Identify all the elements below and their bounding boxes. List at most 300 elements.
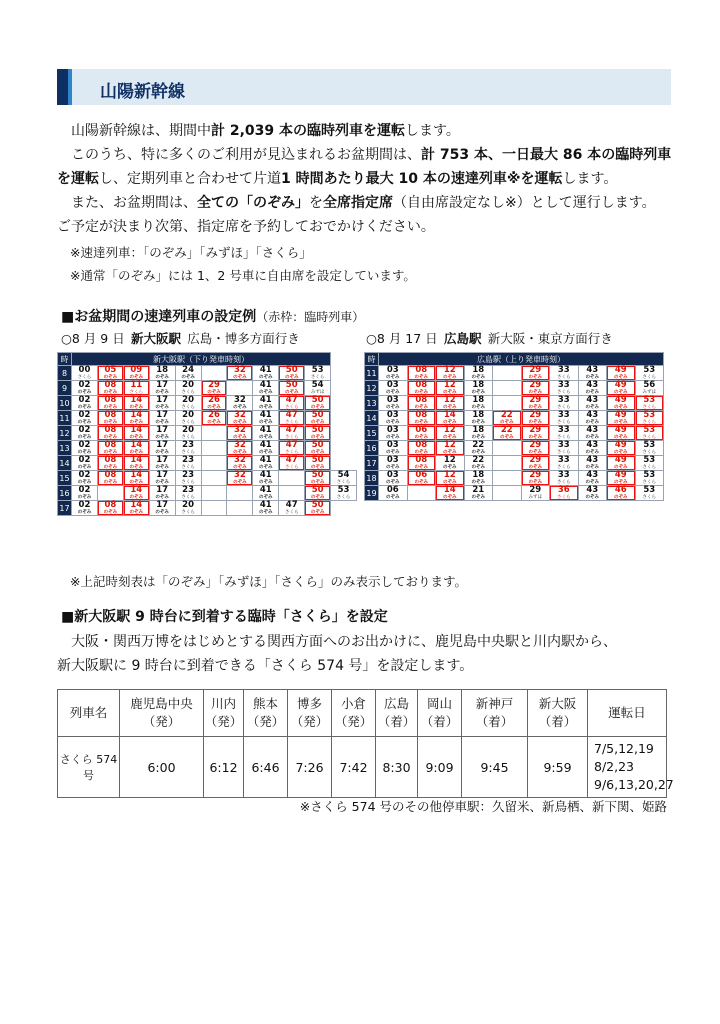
train-type: のぞみ: [471, 435, 485, 440]
intro-paragraph-1: [57, 119, 677, 143]
departure-cell: [227, 471, 253, 486]
section-title: 山陽新幹線: [100, 82, 185, 102]
train-type: のぞみ: [310, 420, 325, 425]
train-type: のぞみ: [528, 405, 542, 410]
train-type: のぞみ: [233, 450, 247, 455]
departure-cell: [253, 471, 279, 486]
train-type: のぞみ: [386, 495, 400, 500]
departure-cell: [607, 366, 636, 381]
departure-minute: 02: [78, 440, 91, 450]
departure-minute: 43: [586, 425, 599, 435]
departure-cell: [379, 456, 408, 471]
departure-cell: [123, 456, 149, 471]
train-type: のぞみ: [103, 390, 118, 395]
departure-cell: [175, 426, 201, 441]
intro-text: また、お盆期間は、: [71, 195, 197, 211]
departure-cell: [578, 411, 607, 426]
departure-cell: [379, 486, 408, 501]
departure-minute: 14: [130, 485, 143, 495]
departure-cell: [227, 366, 253, 381]
train-type: のぞみ: [155, 450, 169, 455]
departure-minute: 06: [415, 425, 428, 435]
departure-cell: [521, 426, 550, 441]
departure-minute: 53: [643, 425, 656, 435]
caption-date: ○8 月 9 日: [61, 331, 125, 346]
train-type: のぞみ: [585, 465, 599, 470]
intro-paragraph-4: ご予定が決まり次第、指定席を予約しておでかけください。: [57, 219, 435, 235]
train-type: のぞみ: [386, 435, 400, 440]
departure-cell: [379, 426, 408, 441]
departure-cell: [123, 396, 149, 411]
departure-cell: [253, 426, 279, 441]
intro-bold: 全ての「のぞみ」: [197, 195, 309, 211]
departure-minute: 18: [472, 380, 485, 390]
train-type: さくら: [557, 420, 571, 425]
train-type: のぞみ: [129, 405, 144, 410]
section-header: [57, 69, 671, 105]
departure-minute: 33: [557, 365, 570, 375]
train-type: のぞみ: [181, 375, 195, 380]
intro-bold: 1 時間あたり最大 10 本の速達列車※を運転: [281, 171, 563, 187]
departure-minute: 02: [78, 485, 91, 495]
train-type: さくら: [181, 495, 195, 500]
example-heading: [61, 306, 364, 326]
time-cell: 6:00: [120, 737, 204, 798]
header-accent-stripe: [68, 69, 72, 105]
departure-minute: 56: [643, 380, 656, 390]
empty-cell: [201, 471, 227, 486]
train-type: さくら: [557, 390, 571, 395]
train-type: のぞみ: [443, 450, 457, 455]
timetable-hiroshima: [364, 352, 664, 501]
train-type: のぞみ: [443, 465, 457, 470]
column-header-name: 広島: [383, 696, 409, 711]
empty-cell: [227, 501, 253, 516]
train-type: のぞみ: [386, 480, 400, 485]
column-header-name: 鹿児島中央: [130, 696, 193, 711]
departure-minute: 22: [500, 425, 513, 435]
train-type: のぞみ: [386, 405, 400, 410]
operating-date: 9/6,13,20,27: [594, 777, 674, 792]
departure-cell: [175, 411, 201, 426]
sakura-timetable: [57, 689, 674, 798]
departure-minute: 14: [130, 470, 143, 480]
departure-minute: 54: [311, 380, 324, 390]
train-type: のぞみ: [284, 375, 299, 380]
departure-minute: 33: [557, 440, 570, 450]
hour-cell: 18: [365, 471, 379, 486]
example-heading-text: ■お盆期間の速達列車の設定例: [61, 309, 257, 325]
train-type: さくら: [557, 435, 571, 440]
departure-minute: 12: [443, 425, 456, 435]
departure-cell: [407, 396, 436, 411]
departure-cell: [379, 366, 408, 381]
caption-station: 新大阪駅: [130, 331, 181, 346]
departure-minute: 49: [614, 440, 627, 450]
empty-cell: [493, 441, 522, 456]
departure-cell: [227, 411, 253, 426]
train-type: のぞみ: [155, 465, 169, 470]
departure-cell: [97, 366, 123, 381]
note-free-seats: ※通常「のぞみ」には 1、2 号車に自由席を設定しています。: [70, 268, 416, 283]
empty-cell: [201, 486, 227, 501]
train-type: のぞみ: [259, 510, 273, 515]
departure-minute: 18: [472, 470, 485, 480]
sakura-paragraph-2: 新大阪駅に 9 時台に到着できる「さくら 574 号」を設定します。: [57, 658, 474, 674]
departure-minute: 02: [78, 380, 91, 390]
train-type: のぞみ: [528, 390, 542, 395]
time-cell: 9:09: [418, 737, 462, 798]
departure-cell: [253, 381, 279, 396]
departure-minute: 29: [529, 455, 542, 465]
departure-minute: 08: [104, 380, 117, 390]
departure-minute: 14: [130, 440, 143, 450]
departure-minute: 12: [443, 395, 456, 405]
train-type: さくら: [181, 450, 195, 455]
train-type: のぞみ: [443, 420, 457, 425]
departure-minute: 26: [208, 395, 220, 405]
departure-minute: 53: [311, 365, 324, 375]
hour-cell: 10: [58, 396, 72, 411]
departure-minute: 14: [130, 455, 143, 465]
empty-cell: [493, 381, 522, 396]
departure-cell: [175, 501, 201, 516]
departure-minute: 20: [182, 500, 194, 510]
departure-minute: 50: [311, 440, 324, 450]
departure-minute: 22: [500, 410, 513, 420]
train-type: のぞみ: [414, 405, 428, 410]
departure-minute: 18: [472, 365, 485, 375]
train-type: のぞみ: [310, 480, 325, 485]
departure-minute: 50: [311, 425, 324, 435]
hour-column-header: 時: [365, 353, 379, 366]
note-express-trains: ※速達列車：「のぞみ」「みずほ」「さくら」: [70, 245, 312, 260]
departure-minute: 17: [156, 455, 169, 465]
departure-cell: [97, 501, 123, 516]
timetable-title: 新大阪駅（下り発車時刻）: [72, 353, 331, 366]
sakura-paragraph-1: [57, 630, 677, 654]
departure-cell: [149, 441, 175, 456]
intro-paragraph-3: [57, 191, 677, 215]
departure-minute: 17: [156, 395, 169, 405]
train-type: のぞみ: [528, 435, 542, 440]
train-type: のぞみ: [471, 375, 485, 380]
departure-cell: [72, 366, 98, 381]
train-type: のぞみ: [386, 375, 400, 380]
train-type: のぞみ: [233, 480, 247, 485]
column-header-kind: （発）: [204, 714, 243, 729]
departure-minute: 08: [415, 365, 428, 375]
departure-cell: [253, 501, 279, 516]
departure-minute: 03: [386, 365, 399, 375]
train-type: さくら: [181, 405, 195, 410]
column-header-name: 列車名: [69, 705, 108, 720]
departure-cell: [331, 471, 357, 486]
train-type: のぞみ: [528, 420, 542, 425]
departure-cell: [331, 486, 357, 501]
departure-cell: [123, 501, 149, 516]
departure-cell: [550, 396, 579, 411]
train-type: のぞみ: [259, 465, 273, 470]
train-type: のぞみ: [129, 375, 144, 380]
departure-minute: 29: [529, 365, 542, 375]
departure-cell: [464, 456, 493, 471]
train-type: のぞみ: [310, 435, 325, 440]
departure-minute: 03: [386, 425, 399, 435]
departure-cell: [379, 396, 408, 411]
departure-minute: 43: [586, 395, 599, 405]
hour-cell: 19: [365, 486, 379, 501]
departure-minute: 43: [586, 455, 599, 465]
departure-cell: [149, 396, 175, 411]
departure-minute: 50: [285, 365, 298, 375]
departure-minute: 08: [415, 380, 428, 390]
departure-cell: [578, 441, 607, 456]
departure-minute: 29: [529, 395, 542, 405]
departure-cell: [379, 441, 408, 456]
train-type: のぞみ: [259, 405, 273, 410]
train-type: のぞみ: [386, 420, 400, 425]
intro-text: このうち、特に多くのご利用が見込まれるお盆期間は、: [71, 147, 421, 163]
departure-cell: [149, 381, 175, 396]
train-type: さくら: [642, 435, 656, 440]
departure-cell: [578, 426, 607, 441]
column-header-name: 新大阪: [538, 696, 577, 711]
timetable-shin-osaka: [57, 352, 357, 516]
intro-text: します。: [562, 171, 618, 187]
departure-minute: 54: [337, 470, 350, 480]
departure-minute: 08: [104, 425, 117, 435]
departure-cell: [578, 456, 607, 471]
departure-minute: 29: [529, 470, 542, 480]
train-type: のぞみ: [414, 420, 428, 425]
departure-cell: [97, 441, 123, 456]
train-type: のぞみ: [443, 375, 457, 380]
departure-cell: [123, 486, 149, 501]
departure-minute: 29: [529, 485, 542, 495]
departure-cell: [305, 441, 331, 456]
departure-minute: 50: [311, 485, 324, 495]
column-header-name: 岡山: [426, 696, 452, 711]
departure-cell: [407, 411, 436, 426]
departure-cell: [253, 396, 279, 411]
departure-minute: 33: [557, 410, 570, 420]
departure-cell: [407, 366, 436, 381]
train-type: のぞみ: [129, 465, 144, 470]
departure-minute: 18: [472, 425, 485, 435]
departure-minute: 36: [557, 485, 570, 495]
train-type: のぞみ: [614, 465, 628, 470]
train-type: さくら: [557, 405, 571, 410]
time-cell: 7:42: [332, 737, 376, 798]
departure-minute: 14: [443, 485, 456, 495]
departure-cell: [227, 441, 253, 456]
hour-cell: 16: [365, 441, 379, 456]
departure-cell: [175, 396, 201, 411]
train-type: さくら: [557, 480, 571, 485]
departure-minute: 43: [586, 485, 599, 495]
train-type: さくら: [557, 450, 571, 455]
departure-minute: 17: [156, 440, 169, 450]
departure-minute: 49: [614, 395, 627, 405]
departure-cell: [97, 396, 123, 411]
departure-cell: [253, 366, 279, 381]
train-type: さくら: [642, 405, 656, 410]
departure-cell: [550, 471, 579, 486]
departure-cell: [305, 396, 331, 411]
empty-cell: [97, 486, 123, 501]
departure-minute: 03: [386, 395, 399, 405]
departure-minute: 08: [104, 470, 117, 480]
train-type: のぞみ: [207, 405, 221, 410]
departure-cell: [521, 381, 550, 396]
departure-minute: 41: [259, 410, 272, 420]
column-header: [288, 690, 332, 737]
operating-date: 8/2,23: [594, 759, 634, 774]
hour-cell: 12: [365, 381, 379, 396]
train-type: のぞみ: [471, 465, 485, 470]
train-type: さくら: [310, 375, 325, 380]
departure-minute: 22: [472, 455, 485, 465]
train-type: のぞみ: [77, 495, 92, 500]
departure-minute: 32: [233, 455, 246, 465]
time-cell: 7:26: [288, 737, 332, 798]
column-header: [58, 690, 120, 737]
hour-cell: 8: [58, 366, 72, 381]
departure-minute: 29: [529, 410, 542, 420]
train-type: さくら: [557, 495, 571, 500]
departure-cell: [550, 411, 579, 426]
departure-cell: [521, 486, 550, 501]
departure-cell: [97, 456, 123, 471]
operating-dates-cell: [588, 737, 674, 798]
train-type: のぞみ: [414, 390, 428, 395]
column-header-name: 博多: [296, 696, 322, 711]
train-type: のぞみ: [259, 435, 273, 440]
departure-minute: 53: [643, 410, 656, 420]
departure-cell: [123, 366, 149, 381]
train-type: のぞみ: [614, 405, 628, 410]
empty-cell: [493, 486, 522, 501]
departure-minute: 23: [182, 455, 194, 465]
timetable-title: 広島駅（上り発車時刻）: [379, 353, 664, 366]
departure-cell: [175, 456, 201, 471]
departure-cell: [305, 501, 331, 516]
departure-minute: 06: [386, 485, 399, 495]
departure-cell: [407, 381, 436, 396]
departure-minute: 03: [386, 380, 399, 390]
column-header-name: 川内: [210, 696, 236, 711]
departure-cell: [72, 411, 98, 426]
train-type: のぞみ: [233, 375, 247, 380]
departure-minute: 53: [643, 395, 656, 405]
departure-minute: 08: [415, 395, 428, 405]
departure-minute: 12: [443, 440, 456, 450]
column-header: [588, 690, 667, 737]
departure-cell: [149, 456, 175, 471]
train-type: のぞみ: [207, 390, 221, 395]
departure-minute: 08: [415, 455, 428, 465]
departure-minute: 20: [182, 395, 194, 405]
train-type: のぞみ: [103, 420, 118, 425]
train-type: のぞみ: [129, 420, 144, 425]
train-type: さくら: [642, 375, 656, 380]
departure-cell: [521, 471, 550, 486]
train-type: さくら: [642, 420, 656, 425]
column-header-kind: （発）: [290, 714, 329, 729]
time-cell: 9:45: [462, 737, 528, 798]
departure-minute: 24: [182, 365, 194, 375]
sakura-footnote: ※さくら 574 号のその他停車駅：久留米、新鳥栖、新下関、姫路: [299, 799, 667, 814]
departure-cell: [123, 441, 149, 456]
train-type: さくら: [336, 495, 351, 500]
departure-minute: 21: [472, 485, 485, 495]
train-type: のぞみ: [129, 480, 144, 485]
departure-cell: [175, 381, 201, 396]
train-type: のぞみ: [528, 450, 542, 455]
train-type: のぞみ: [585, 405, 599, 410]
train-type: のぞみ: [471, 405, 485, 410]
departure-minute: 50: [311, 395, 324, 405]
train-type: さくら: [284, 465, 299, 470]
hour-cell: 11: [58, 411, 72, 426]
departure-cell: [279, 396, 305, 411]
departure-cell: [464, 381, 493, 396]
departure-minute: 08: [104, 395, 117, 405]
departure-minute: 50: [311, 410, 324, 420]
departure-cell: [436, 426, 465, 441]
departure-cell: [253, 411, 279, 426]
departure-minute: 46: [614, 485, 627, 495]
departure-cell: [72, 381, 98, 396]
departure-cell: [379, 381, 408, 396]
departure-cell: [227, 456, 253, 471]
intro-text: 山陽新幹線は、期間中: [71, 123, 211, 139]
departure-minute: 33: [557, 455, 570, 465]
intro-text: を: [309, 195, 323, 211]
intro-bold: 全席指定席: [323, 195, 393, 211]
train-type: のぞみ: [414, 435, 428, 440]
departure-minute: 05: [104, 365, 117, 375]
train-type: さくら: [642, 465, 656, 470]
train-name-cell: さくら 574 号: [58, 737, 120, 798]
sakura-heading: ■新大阪駅 9 時台に到着する臨時「さくら」を設定: [61, 609, 388, 625]
train-type: のぞみ: [155, 480, 169, 485]
departure-minute: 23: [182, 470, 194, 480]
empty-cell: [493, 456, 522, 471]
caption-direction: 広島・博多方面行き: [187, 331, 300, 346]
departure-cell: [464, 426, 493, 441]
train-type: のぞみ: [233, 465, 247, 470]
departure-minute: 14: [443, 410, 456, 420]
train-type: のぞみ: [77, 405, 92, 410]
train-type: のぞみ: [207, 420, 221, 425]
train-type: のぞみ: [614, 435, 628, 440]
train-type: のぞみ: [471, 495, 485, 500]
train-type: のぞみ: [155, 435, 169, 440]
train-type: さくら: [642, 480, 656, 485]
departure-cell: [607, 396, 636, 411]
train-type: みずほ: [528, 495, 542, 500]
departure-cell: [407, 441, 436, 456]
train-type: のぞみ: [528, 480, 542, 485]
departure-minute: 49: [614, 470, 627, 480]
departure-minute: 09: [130, 365, 143, 375]
departure-cell: [607, 486, 636, 501]
departure-minute: 08: [104, 440, 117, 450]
departure-minute: 02: [78, 410, 91, 420]
departure-minute: 49: [614, 380, 627, 390]
